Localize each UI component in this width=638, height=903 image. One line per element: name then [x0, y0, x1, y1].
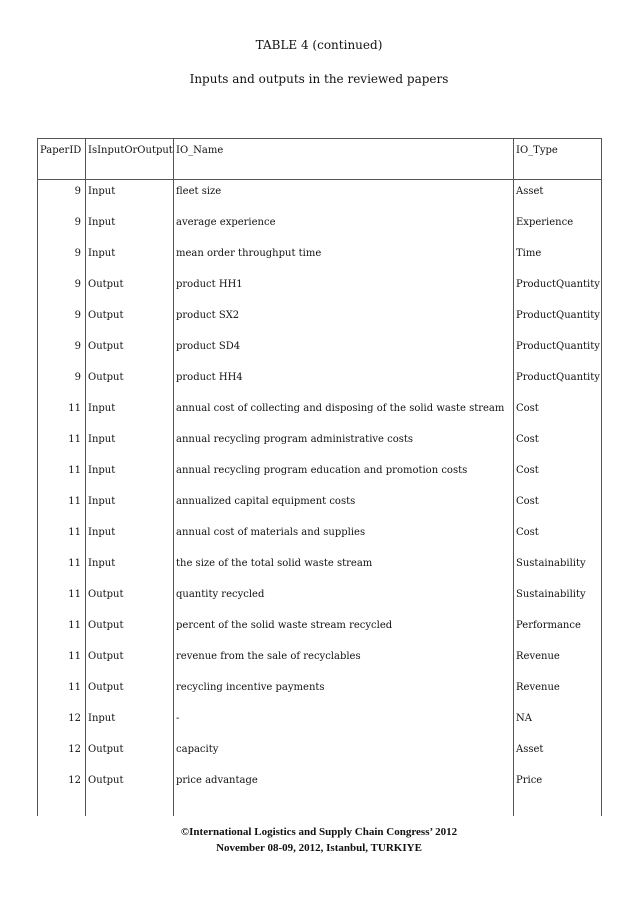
- paper-id-cell: 9: [38, 180, 86, 212]
- io-direction-cell: Output: [86, 676, 174, 707]
- io-direction-cell: Output: [86, 273, 174, 304]
- io-type-cell: Revenue: [514, 676, 602, 707]
- table-row: [38, 490, 602, 521]
- io-direction-cell: Input: [86, 397, 174, 428]
- footer-copyright: ©International Logistics and Supply Chain Congress’ 2012: [180, 826, 458, 838]
- table-row: [38, 242, 602, 273]
- table-number-title: TABLE 4 (continued): [255, 38, 383, 52]
- io-direction-cell: Input: [86, 490, 174, 521]
- spacer-cell: [86, 800, 174, 816]
- io-name-cell: capacity: [174, 738, 514, 769]
- column-header-paperid: PaperID: [38, 139, 86, 180]
- table-row: [38, 211, 602, 242]
- io-type-cell: Cost: [514, 490, 602, 521]
- io-name-cell: annual cost of collecting and disposing of the solid waste stream: [174, 397, 514, 428]
- io-type-cell: Cost: [514, 428, 602, 459]
- table-body: [38, 180, 602, 817]
- spacer-cell: [514, 800, 602, 816]
- io-direction-cell: Input: [86, 552, 174, 583]
- table-row: [38, 738, 602, 769]
- paper-id-cell: 11: [38, 397, 86, 428]
- table-row: [38, 614, 602, 645]
- paper-id-cell: 11: [38, 676, 86, 707]
- io-direction-cell: Input: [86, 180, 174, 212]
- io-type-cell: Asset: [514, 180, 602, 212]
- paper-id-cell: 11: [38, 614, 86, 645]
- table-row: [38, 335, 602, 366]
- io-name-cell: average experience: [174, 211, 514, 242]
- io-type-cell: ProductQuantity: [514, 304, 602, 335]
- io-name-cell: product HH1: [174, 273, 514, 304]
- io-type-cell: Price: [514, 769, 602, 800]
- io-direction-cell: Output: [86, 769, 174, 800]
- paper-id-cell: 12: [38, 707, 86, 738]
- io-name-cell: -: [174, 707, 514, 738]
- paper-id-cell: 9: [38, 242, 86, 273]
- io-type-cell: Asset: [514, 738, 602, 769]
- table-row: [38, 366, 602, 397]
- table-row: [38, 769, 602, 800]
- io-name-cell: percent of the solid waste stream recycled: [174, 614, 514, 645]
- io-type-cell: Cost: [514, 459, 602, 490]
- table-row: [38, 459, 602, 490]
- io-direction-cell: Output: [86, 614, 174, 645]
- io-direction-cell: Output: [86, 645, 174, 676]
- paper-id-cell: 9: [38, 211, 86, 242]
- io-type-cell: ProductQuantity: [514, 273, 602, 304]
- paper-id-cell: 11: [38, 490, 86, 521]
- io-direction-cell: Output: [86, 583, 174, 614]
- io-type-cell: Performance: [514, 614, 602, 645]
- table-row: [38, 583, 602, 614]
- io-direction-cell: Output: [86, 335, 174, 366]
- table-row: [38, 676, 602, 707]
- paper-id-cell: 12: [38, 769, 86, 800]
- io-type-cell: ProductQuantity: [514, 335, 602, 366]
- io-direction-cell: Output: [86, 738, 174, 769]
- io-name-cell: revenue from the sale of recyclables: [174, 645, 514, 676]
- io-type-cell: Sustainability: [514, 583, 602, 614]
- paper-id-cell: 9: [38, 304, 86, 335]
- paper-id-cell: 12: [38, 738, 86, 769]
- io-name-cell: price advantage: [174, 769, 514, 800]
- paper-id-cell: 11: [38, 645, 86, 676]
- table-row: [38, 645, 602, 676]
- io-direction-cell: Input: [86, 428, 174, 459]
- io-direction-cell: Output: [86, 304, 174, 335]
- paper-id-cell: 9: [38, 366, 86, 397]
- io-name-cell: the size of the total solid waste stream: [174, 552, 514, 583]
- io-direction-cell: Input: [86, 521, 174, 552]
- spacer-cell: [174, 800, 514, 816]
- io-name-cell: product SD4: [174, 335, 514, 366]
- footer-event-details: November 08-09, 2012, Istanbul, TURKIYE: [216, 842, 422, 854]
- table-row: [38, 707, 602, 738]
- io-type-cell: ProductQuantity: [514, 366, 602, 397]
- column-header-isinputoroutput: IsInputOrOutput: [86, 139, 174, 180]
- table-row: [38, 304, 602, 335]
- table-header-row: [38, 139, 602, 180]
- io-name-cell: recycling incentive payments: [174, 676, 514, 707]
- io-type-cell: Sustainability: [514, 552, 602, 583]
- table-row: [38, 428, 602, 459]
- io-type-cell: Revenue: [514, 645, 602, 676]
- io-name-cell: mean order throughput time: [174, 242, 514, 273]
- paper-id-cell: 11: [38, 428, 86, 459]
- paper-id-cell: 9: [38, 335, 86, 366]
- io-name-cell: product HH4: [174, 366, 514, 397]
- column-header-io-type: IO_Type: [514, 139, 602, 180]
- paper-id-cell: 11: [38, 552, 86, 583]
- io-direction-cell: Input: [86, 707, 174, 738]
- io-name-cell: quantity recycled: [174, 583, 514, 614]
- table-continuation-spacer: [38, 800, 602, 816]
- io-name-cell: annual cost of materials and supplies: [174, 521, 514, 552]
- io-type-cell: Cost: [514, 397, 602, 428]
- io-type-cell: NA: [514, 707, 602, 738]
- table-row: [38, 397, 602, 428]
- paper-id-cell: 11: [38, 583, 86, 614]
- table-row: [38, 180, 602, 212]
- table-caption: Inputs and outputs in the reviewed papers: [189, 72, 449, 86]
- io-type-cell: Experience: [514, 211, 602, 242]
- io-name-cell: fleet size: [174, 180, 514, 212]
- paper-id-cell: 11: [38, 521, 86, 552]
- io-direction-cell: Input: [86, 211, 174, 242]
- io-type-cell: Cost: [514, 521, 602, 552]
- io-direction-cell: Input: [86, 242, 174, 273]
- io-table: [37, 138, 602, 816]
- spacer-cell: [38, 800, 86, 816]
- io-direction-cell: Output: [86, 366, 174, 397]
- table-row: [38, 552, 602, 583]
- io-name-cell: annual recycling program education and promotion costs: [174, 459, 514, 490]
- io-name-cell: product SX2: [174, 304, 514, 335]
- paper-id-cell: 9: [38, 273, 86, 304]
- io-name-cell: annualized capital equipment costs: [174, 490, 514, 521]
- column-header-io-name: IO_Name: [174, 139, 514, 180]
- table-row: [38, 521, 602, 552]
- paper-id-cell: 11: [38, 459, 86, 490]
- table-row: [38, 273, 602, 304]
- io-name-cell: annual recycling program administrative costs: [174, 428, 514, 459]
- io-direction-cell: Input: [86, 459, 174, 490]
- io-type-cell: Time: [514, 242, 602, 273]
